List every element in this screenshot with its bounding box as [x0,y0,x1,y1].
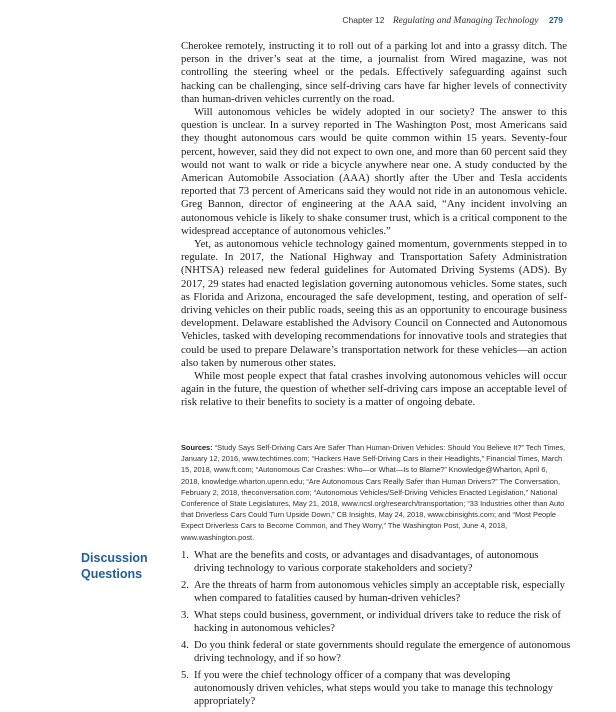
question-number: 3. [181,610,189,621]
sources-note [181,442,567,543]
question-number: 5. [181,670,189,681]
running-head [342,15,563,26]
list-item [181,579,571,605]
sources-label: Sources: [181,443,213,452]
paragraph: Yet, as autonomous vehicle technology gained momentum, governments stepped in to regulate. In 2017, the National Highway and Transportation Safety Administration (NHTSA) released new federal guidelines for Automated Driving Systems (ADS). By 2017, 29 states had enacted legislation governing autonomous vehicles. Some states, such as Florida and Arizona, encouraged the safe development, testing, and operation of self-driving vehicles on their public roads, seeing this as an opportunity to encourage business development. Delaware established the Advisory Council on Connected and Autonomous Vehicles, tasked with developing recommendations for innovative tools and strategies that could be used to prepare Delaware’s transportation network for these vehicles—an action also taken by numerous other states. [181,238,567,369]
sources-text: “Study Says Self-Driving Cars Are Safer Than Human-Driven Vehicles: Should You Believe It?” Tech Times, January 12, 2016, www.techtimes.com; “Hackers Have Self-Driving Cars in their Headlights,” Financial Times, March 15, 2018, www.ft.com; “Autonomous Car Crashes: Who—or What—Is to Blame?” Knowledge@Wharton, April 6, 2018, knowledge.wharton.upenn.edu; “Are Autonomous Cars Really Safer than Human Drivers?” The Conversation, February 2, 2018, theconversation.com; “Autonomous Vehicles/Self-Driving Vehicles Enacted Legislation,” National Conference of State Legislatures, May 21, 2018, www.ncsl.org/research/transportation; “33 Industries other than Auto that Driverless Cars Could Turn Upside Down,” CB Insights, May 24, 2018, www.cbinsights.com; and “Most People Expect Driverless Cars to Become Common, and They Worry,” The Washington Post, June 4, 2018, www.washington.post. [181,443,566,542]
chapter-label: Chapter 12 [342,15,385,25]
paragraph: Cherokee remotely, instructing it to roll out of a parking lot and into a grassy ditch. The person in the driver’s seat at the time, a journalist from Wired magazine, was not controlling the steering wheel or the pedals. Effectively safeguarding against such hacking can be challenging, since self-driving cars have far higher levels of connectivity than human-driven vehicles currently on the road. [181,40,567,105]
question-text: If you were the chief technology officer of a company that was developing autonomously driven vehicles, what steps would you take to manage this technology appropriately? [194,670,553,707]
list-item [181,669,571,708]
list-item [181,639,571,665]
question-number: 2. [181,580,189,591]
paragraph: Will autonomous vehicles be widely adopted in our society? The answer to this question is unclear. In a survey reported in The Washington Post, most Americans said they thought autonomous cars would be quite common within 15 years. Seventy-four percent, however, said they did not expect to own one, and more than 60 percent said they would not want to walk or ride a bicycle anywhere near one. A study conducted by the American Automobile Association (AAA) shortly after the Uber and Tesla accidents reported that 73 percent of Americans said they would not ride in an autonomous vehicle. Greg Bannon, director of engineering at the AAA said, “Any incident involving an autonomous vehicle is likely to shake consumer trust, which is a critical component to the widespread acceptance of autonomous vehicles.” [181,106,567,237]
list-item [181,609,571,635]
question-number: 1. [181,550,189,561]
list-item [181,549,571,575]
question-text: What are the benefits and costs, or advantages and disadvantages, of autonomous driving technology to various corporate stakeholders and society? [194,550,539,574]
question-text: Do you think federal or state governments should regulate the emergence of autonomous driving technology, and if so how? [194,640,571,664]
page-number: 279 [548,15,563,25]
question-text: What steps could business, government, or individual drivers take to reduce the risk of hacking in autonomous vehicles? [194,610,561,634]
paragraph: While most people expect that fatal crashes involving autonomous vehicles will occur again in the future, the question of whether self-driving cars impose an acceptable level of risk relative to their benefits to society is a matter of ongoing debate. [181,370,567,409]
discussion-questions-list [181,549,571,712]
discussion-questions-heading: Discussion Questions [81,551,148,581]
chapter-title: Regulating and Managing Technology [392,16,539,26]
question-text: Are the threats of harm from autonomous vehicles simply an acceptable risk, especially when compared to fatalities caused by human-driven vehicles? [194,580,565,604]
case-body-text [181,40,567,410]
question-number: 4. [181,640,189,651]
